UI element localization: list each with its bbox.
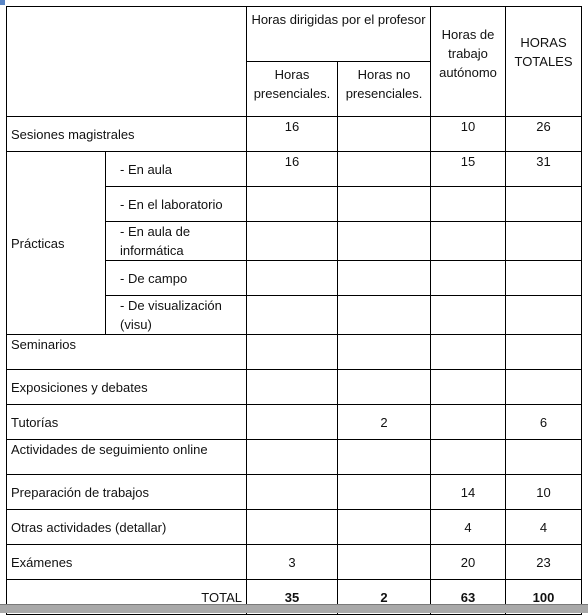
header-horas-autonomo: Horas de trabajo autónomo [431, 7, 506, 117]
row-label-practicas: Prácticas [7, 152, 106, 335]
row-label: Otras actividades (detallar) [7, 510, 247, 545]
total-no-presenciales: 2 [338, 580, 431, 615]
sub-row-label: - En aula de informática [106, 222, 247, 261]
cell-autonomo [431, 440, 506, 475]
row-label: Sesiones magistrales [7, 117, 247, 152]
total-totales: 100 [506, 580, 582, 615]
header-horas-no-presenciales: Horas no presenciales. [338, 62, 431, 117]
header-row-1 [7, 7, 582, 62]
cell-totales: 10 [506, 475, 582, 510]
cell-presenciales: 3 [247, 545, 338, 580]
cell-presenciales [247, 405, 338, 440]
header-horas-dirigidas: Horas dirigidas por el profesor [247, 7, 431, 62]
cell-totales: 6 [506, 405, 582, 440]
cell-totales [506, 261, 582, 296]
cell-presenciales [247, 335, 338, 370]
cell-totales: 26 [506, 117, 582, 152]
cell-totales [506, 440, 582, 475]
row-label: Preparación de trabajos [7, 475, 247, 510]
cell-no-presenciales [338, 261, 431, 296]
cell-autonomo [431, 370, 506, 405]
cell-no-presenciales [338, 475, 431, 510]
cell-no-presenciales [338, 152, 431, 187]
cell-presenciales [247, 475, 338, 510]
cell-totales: 31 [506, 152, 582, 187]
cell-presenciales [247, 510, 338, 545]
window-corner-marker [0, 0, 5, 5]
cell-totales [506, 370, 582, 405]
row-label: Seminarios [7, 335, 247, 370]
total-label: TOTAL [7, 580, 247, 615]
cell-presenciales: 16 [247, 117, 338, 152]
cell-autonomo [431, 222, 506, 261]
table-row [7, 510, 582, 545]
cell-totales: 23 [506, 545, 582, 580]
cell-totales [506, 222, 582, 261]
header-horas-totales: HORAS TOTALES [506, 7, 582, 117]
cell-no-presenciales [338, 335, 431, 370]
row-label: Exposiciones y debates [7, 370, 247, 405]
table-row [7, 117, 582, 152]
cell-autonomo [431, 335, 506, 370]
cell-autonomo [431, 405, 506, 440]
row-label: Tutorías [7, 405, 247, 440]
cell-no-presenciales [338, 440, 431, 475]
cell-totales [506, 335, 582, 370]
total-autonomo: 63 [431, 580, 506, 615]
hours-table [6, 6, 582, 615]
row-label: Exámenes [7, 545, 247, 580]
cell-totales: 4 [506, 510, 582, 545]
cell-totales [506, 187, 582, 222]
row-label: Actividades de seguimiento online [7, 440, 247, 475]
sub-row-label: - En aula [106, 152, 247, 187]
table-row [7, 475, 582, 510]
cell-no-presenciales [338, 510, 431, 545]
cell-presenciales: 16 [247, 152, 338, 187]
table-row [7, 152, 582, 187]
cell-no-presenciales [338, 545, 431, 580]
table-row [7, 405, 582, 440]
table-row [7, 440, 582, 475]
sub-row-label: - De visualización (visu) [106, 296, 247, 335]
cell-no-presenciales [338, 187, 431, 222]
cell-no-presenciales [338, 117, 431, 152]
cell-no-presenciales [338, 222, 431, 261]
table-row [7, 370, 582, 405]
cell-presenciales [247, 187, 338, 222]
header-horas-presenciales: Horas presenciales. [247, 62, 338, 117]
total-presenciales: 35 [247, 580, 338, 615]
cell-totales [506, 296, 582, 335]
sub-row-label: - De campo [106, 261, 247, 296]
table-row [7, 545, 582, 580]
cell-autonomo [431, 187, 506, 222]
cell-autonomo [431, 261, 506, 296]
cell-presenciales [247, 440, 338, 475]
cell-autonomo [431, 296, 506, 335]
cell-no-presenciales [338, 370, 431, 405]
cell-presenciales [247, 261, 338, 296]
sub-row-label: - En el laboratorio [106, 187, 247, 222]
cell-no-presenciales: 2 [338, 405, 431, 440]
header-empty-cell [7, 7, 247, 117]
cell-autonomo: 4 [431, 510, 506, 545]
cell-presenciales [247, 296, 338, 335]
cell-autonomo: 10 [431, 117, 506, 152]
cell-presenciales [247, 222, 338, 261]
cell-autonomo: 20 [431, 545, 506, 580]
table-row [7, 335, 582, 370]
cell-no-presenciales [338, 296, 431, 335]
cell-autonomo: 15 [431, 152, 506, 187]
cell-presenciales [247, 370, 338, 405]
cell-autonomo: 14 [431, 475, 506, 510]
